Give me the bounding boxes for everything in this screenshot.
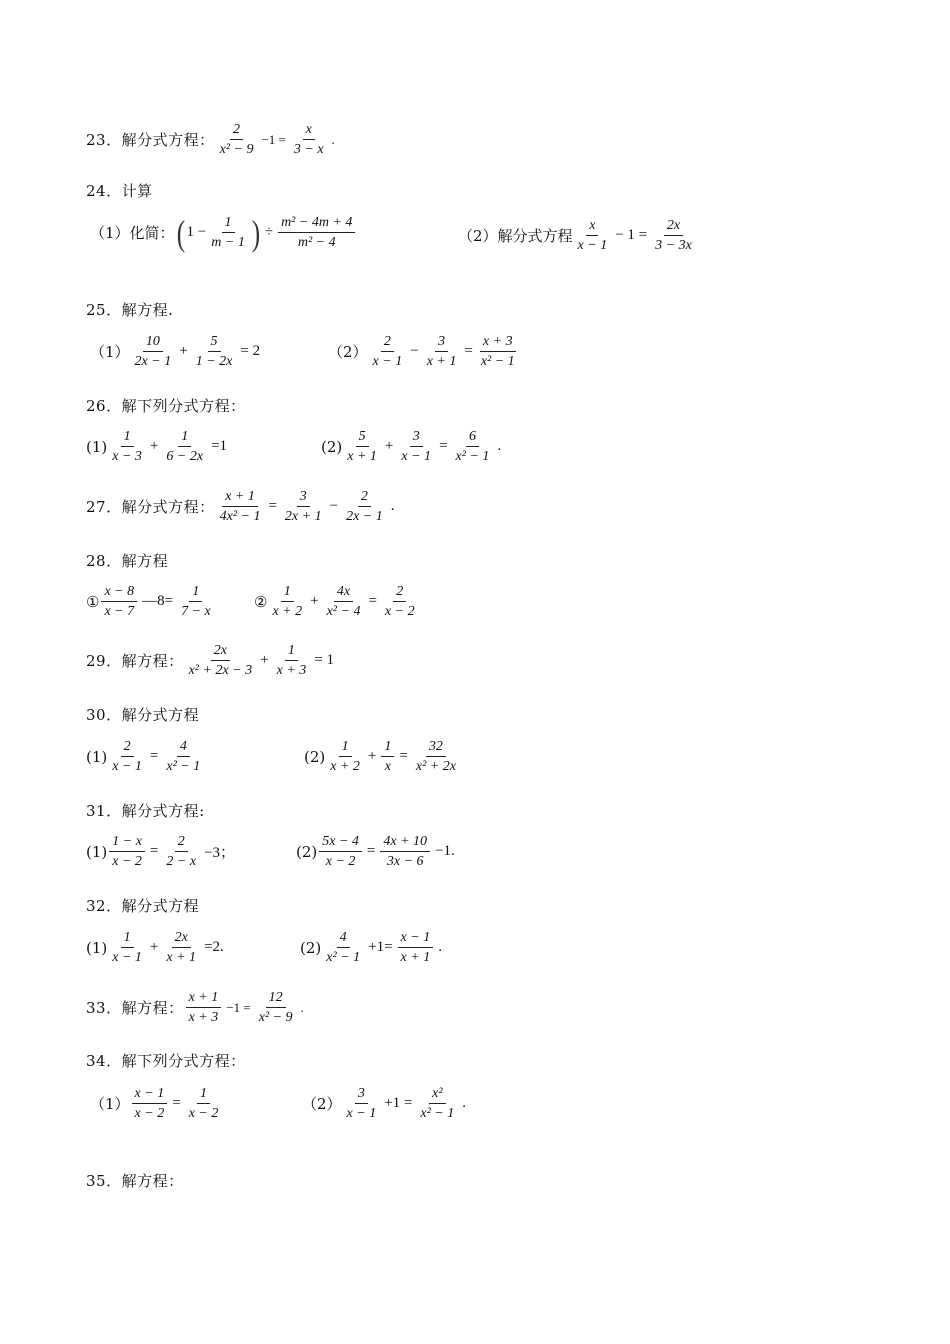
fraction: 2 x² − 9 xyxy=(219,122,254,157)
question-31-part-1: (1) $\frac{1 - x}{x - 2}$ = $\frac{2}{2 - x}$ −3； xyxy=(86,834,236,869)
fraction: $\frac{2}{x - 2}$ xyxy=(384,584,415,619)
question-32-part-1: (1) 1 x − 1 + $\frac{2x}{x + 1}$ =2. xyxy=(86,930,224,965)
question-31-part-2: (2) $\frac{5x - 4}{x - 2}$ = $\frac{4x + 10}{3x - 6}$ −1. xyxy=(296,834,455,869)
fraction: $\frac{5}{1 - 2x}$ xyxy=(195,334,233,369)
question-34-part-1: （1） $\frac{x - 1}{x - 2}$ = $\frac{1}{x - 2}$ xyxy=(90,1084,223,1123)
fraction: $\frac{2}{2 - x}$ xyxy=(166,834,197,869)
question-32-part-2: (2) 4 x² − 1 +1= $\frac{x - 1}{x + 1}$ . xyxy=(300,930,442,965)
fraction: $\frac{3}{2x + 1}$ xyxy=(284,489,322,524)
fraction: $\frac{1}{6 - 2x}$ xyxy=(166,429,204,464)
fraction: 4 x² − 1 xyxy=(326,930,361,965)
question-26-title: 26．解下列分式方程： xyxy=(86,397,246,415)
question-29: 29．解方程： 2x x² + 2x − 3 + $\frac{1}{x + 3}$ = 1 xyxy=(86,643,334,678)
fraction: 5 x + 1 xyxy=(347,429,377,464)
fraction: 2x x² + 2x − 3 xyxy=(188,643,253,678)
fraction: 2 x − 1 xyxy=(372,334,403,369)
fraction: $\frac{x - 1}{x - 2}$ xyxy=(132,1084,168,1123)
question-31-title: 31．解分式方程: xyxy=(86,802,205,820)
question-27: 27．解分式方程： $\frac{x + 1}{\text{4x² − 1}}$ = $\frac{3}{2x + 1}$ − $\frac{2}{2x - 1}$ . xyxy=(86,489,395,524)
question-33: 33．解方程： x + 1 x + 3 −1 = $\frac{12}{\text{x² − 9}}$ . xyxy=(86,990,304,1025)
question-32-title: 32．解分式方程 xyxy=(86,897,200,915)
fraction: 1 x − 1 xyxy=(112,930,142,965)
fraction: $\frac{5x - 4}{x - 2}$ xyxy=(319,832,362,871)
fraction: $\frac{\text{x²}}{\text{x² − 1}}$ xyxy=(420,1086,455,1121)
fraction: $\frac{1 - x}{x - 2}$ xyxy=(109,832,145,871)
fraction: $\frac{1}{x + 3}$ xyxy=(276,643,307,678)
question-23 xyxy=(86,120,338,159)
fraction: $\frac{2x}{3 - 3x}$ xyxy=(655,218,692,253)
question-28-part-1: ① x − 8 x − 7 —8= $\frac{1}{7 - x}$ xyxy=(86,582,216,621)
fraction: $\frac{x}{3 - x}$ xyxy=(293,122,324,157)
fraction: $\frac{1}{x}$ xyxy=(381,737,394,776)
fraction: $\frac{2}{x - 1}$ xyxy=(112,739,142,774)
question-26-part-2: (2) 5 x + 1 + $\frac{3}{x - 1}$ = $\frac{6}{\text{x² − 1}}$ . xyxy=(321,429,502,464)
question-34-part-2: （2） 3 x − 1 +1 = $\frac{\text{x²}}{\text{x² − 1}}$ . xyxy=(302,1086,466,1121)
equation-24-1: ( 1 − $\frac{1}{m - 1}$ ) ÷ $\frac{\text{m² − 4m + 4}}{\text{m² − 4}}$ xyxy=(175,213,358,252)
fraction: 10 2x − 1 xyxy=(134,334,172,369)
fraction: $\frac{1}{m - 1}$ xyxy=(211,215,245,250)
question-25-part-1: （1） 10 2x − 1 + $\frac{5}{1 - 2x}$ = 2 xyxy=(90,334,261,369)
equation-24-2: x x − 1 − 1 = $\frac{2x}{3 - 3x}$ xyxy=(573,216,697,255)
fraction: 1 x + 2 xyxy=(272,584,303,619)
fraction: $\frac{x - 1}{x + 1}$ xyxy=(398,928,434,967)
question-30-title: 30．解分式方程 xyxy=(86,706,200,724)
equation-23: 2 x² − 9 −1 = $\frac{x}{3 - x}$ . xyxy=(215,120,338,159)
fraction: $\frac{32}{\text{x² + 2x}}$ xyxy=(415,739,456,774)
fraction: $\frac{6}{\text{x² − 1}}$ xyxy=(455,429,490,464)
question-35-title: 35．解方程： xyxy=(86,1172,184,1190)
fraction: $\frac{x + 3}{\text{x² − 1}}$ xyxy=(480,334,515,369)
fraction: $\frac{2}{2x - 1}$ xyxy=(346,489,383,524)
question-28-part-2: ② 1 x + 2 + $\frac{4x}{\text{x² − 4}}$ = $\frac{2}{x - 2}$ xyxy=(254,582,420,621)
question-25-part-2: （2） 2 x − 1 − $\frac{3}{x + 1}$ = $\frac{x + 3}{\text{x² − 1}}$ xyxy=(328,332,520,371)
question-28-title: 28．解方程 xyxy=(86,552,169,570)
question-24-title: 24．计算 xyxy=(86,182,153,200)
fraction: $\frac{12}{\text{x² − 9}}$ xyxy=(258,990,293,1025)
fraction: $\frac{4x}{\text{x² − 4}}$ xyxy=(326,584,361,619)
fraction: $\frac{4x + 10}{3x - 6}$ xyxy=(380,832,430,871)
question-24-part-2: （2）解分式方程 x x − 1 − 1 = $\frac{2x}{3 - 3x}$ xyxy=(458,216,697,255)
question-23-title: 23．解分式方程： xyxy=(86,131,215,149)
fraction: 3 x − 1 xyxy=(346,1086,377,1121)
fraction: x − 8 x − 7 xyxy=(101,582,137,621)
fraction: $\frac{4}{\text{x² − 1}}$ xyxy=(166,739,201,774)
fraction: x + 1 x + 3 xyxy=(186,988,222,1027)
fraction: $\frac{x + 1}{\text{4x² − 1}}$ xyxy=(219,489,261,524)
question-25-title: 25．解方程. xyxy=(86,301,174,319)
question-30-part-1: (1) $\frac{2}{x - 1}$ = $\frac{4}{\text{x² − 1}}$ xyxy=(86,737,205,776)
fraction: $\frac{3}{x - 1}$ xyxy=(401,429,432,464)
fraction: x x − 1 xyxy=(577,218,608,253)
fraction: $\frac{2x}{x + 1}$ xyxy=(166,930,197,965)
fraction: $\frac{1}{x - 2}$ xyxy=(188,1086,219,1121)
question-24-part-1: （1）化简： ( 1 − $\frac{1}{m - 1}$ ) ÷ $\frac{\text{m² − 4m + 4}}{\text{m² − 4}}$ xyxy=(90,213,357,252)
fraction: $\frac{3}{x + 1}$ xyxy=(426,334,457,369)
question-30-part-2: (2) 1 x + 2 + $\frac{1}{x}$ = $\frac{32}{\text{x² + 2x}}$ xyxy=(304,737,461,776)
fraction: 1 x − 3 xyxy=(112,429,142,464)
fraction: 1 x + 2 xyxy=(330,739,360,774)
fraction: $\frac{\text{m² − 4m + 4}}{\text{m² − 4}}$ xyxy=(278,213,355,252)
fraction: $\frac{1}{7 - x}$ xyxy=(181,584,211,619)
question-34-title: 34．解下列分式方程： xyxy=(86,1052,246,1070)
question-26-part-1: (1) 1 x − 3 + $\frac{1}{6 - 2x}$ =1 xyxy=(86,429,228,464)
